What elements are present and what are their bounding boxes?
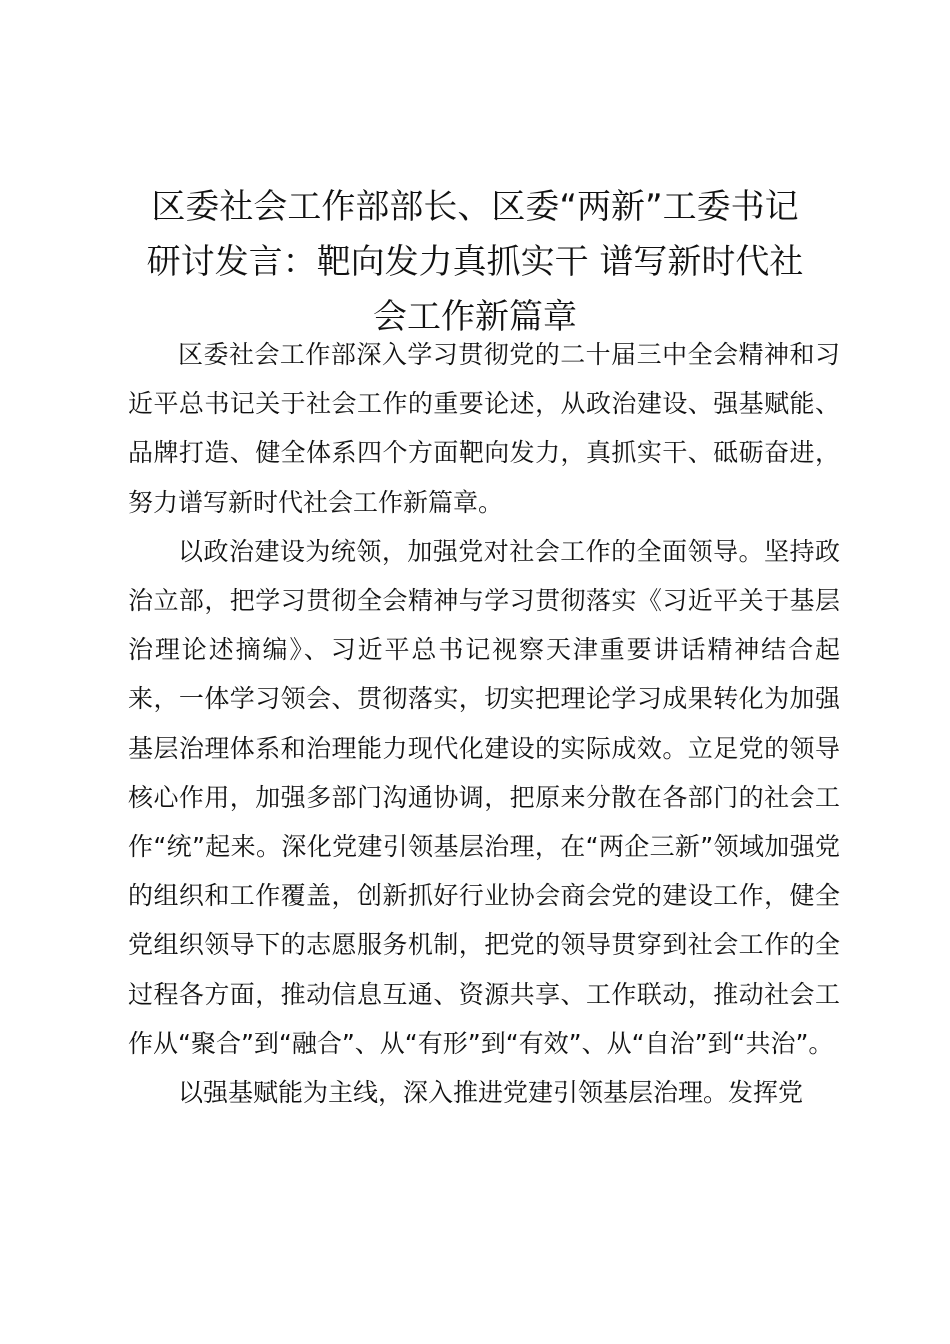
paragraph-strengthen-foundation: 以强基赋能为主线，深入推进党建引领基层治理。发挥党	[178, 1078, 804, 1108]
document-title	[110, 180, 840, 345]
title-line-2: 研讨发言：靶向发力真抓实干 谱写新时代社	[146, 242, 804, 282]
title-line-3: 会工作新篇章	[373, 297, 577, 337]
paragraph-political-building: 以政治建设为统领，加强党对社会工作的全面领导。坚持政治立部，把学习贯彻全会精神与学习贯彻落实《习近平关于基层治理论述摘编》、习近平总书记视察天津重要讲话精神结合起来，一体学习领会、贯彻落实，切实把理论学习成果转化为加强基层治理体系和治理能力现代化建设的实际成效。立足党的领导核心作用，加强多部门沟通协调，把原来分散在各部门的社会工作“统”起来。深化党建引领基层治理，在“两企三新”领域加强党的组织和工作覆盖，创新抓好行业协会商会党的建设工作，健全党组织领导下的志愿服务机制，把党的领导贯穿到社会工作的全过程各方面，推动信息互通、资源共享、工作联动，推动社会工作从“聚合”到“融合”、从“有形”到“有效”、从“自治”到“共治”。	[128, 536, 840, 1058]
document-body	[128, 330, 840, 1117]
title-line-1: 区委社会工作部部长、区委“两新”工委书记	[151, 187, 799, 227]
paragraph-intro: 区委社会工作部深入学习贯彻党的二十届三中全会精神和习近平总书记关于社会工作的重要论述，从政治建设、强基赋能、品牌打造、健全体系四个方面靶向发力，真抓实干、砥砺奋进，努力谱写新时代社会工作新篇章。	[128, 340, 840, 517]
